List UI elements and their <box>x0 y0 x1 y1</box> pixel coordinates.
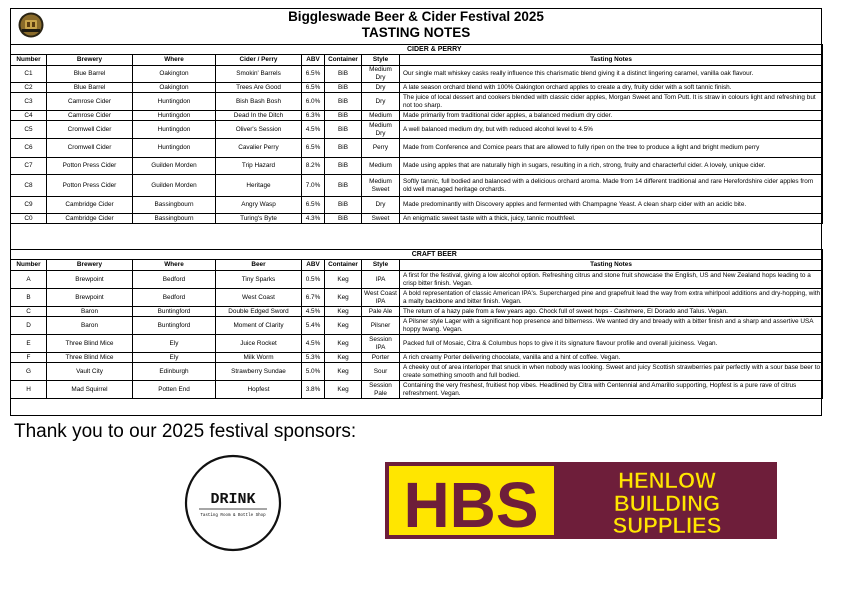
abv-cell: 5.0% <box>302 363 325 381</box>
brewery-cell: Cromwell Cider <box>47 139 133 158</box>
table-row <box>11 158 823 175</box>
drink-name-cell: Dead In the Ditch <box>216 111 302 121</box>
number-cell: C5 <box>11 121 47 139</box>
container-cell: Keg <box>325 307 362 317</box>
drink-name-cell: Hopfest <box>216 381 302 399</box>
where-cell: Bedford <box>133 271 216 289</box>
brewery-cell: Blue Barrel <box>47 66 133 83</box>
number-cell: C1 <box>11 66 47 83</box>
cider-perry-table <box>10 44 823 224</box>
tasting-notes-cell: The juice of local dessert and cookers blended with classic cider apples, Morgan Sweet and Tom Putt. It is straw in colours light and refreshing but not too sharp. <box>400 93 823 111</box>
container-cell: Keg <box>325 289 362 307</box>
section-title-spacer <box>11 45 47 55</box>
style-cell: Medium Sweet <box>362 175 400 197</box>
container-cell: Keg <box>325 381 362 399</box>
table-row <box>11 353 823 363</box>
container-cell: Keg <box>325 335 362 353</box>
drink-sponsor-logo <box>178 453 288 553</box>
style-cell: Medium Dry <box>362 66 400 83</box>
abv-cell: 8.2% <box>302 158 325 175</box>
abv-cell: 7.0% <box>302 175 325 197</box>
where-cell: Oakington <box>133 66 216 83</box>
hbs-sponsor-logo <box>385 462 777 539</box>
drink-name-cell: West Coast <box>216 289 302 307</box>
drink-name-cell: Trip Hazard <box>216 158 302 175</box>
page-subtitle: TASTING NOTES <box>361 25 471 40</box>
column-header: Cider / Perry <box>216 55 302 66</box>
table-row <box>11 271 823 289</box>
where-cell: Huntingdon <box>133 93 216 111</box>
section-title-row <box>11 45 823 55</box>
where-cell: Potten End <box>133 381 216 399</box>
brewery-cell: Mad Squirrel <box>47 381 133 399</box>
brewery-cell: Three Blind Mice <box>47 353 133 363</box>
drink-logo-name: DRINK <box>210 491 256 508</box>
number-cell: C2 <box>11 83 47 93</box>
column-header: ABV <box>302 55 325 66</box>
tasting-notes-cell: The return of a hazy pale from a few years ago. Chock full of sweet hops - Cashmere, El Dorado and Talus. Vegan. <box>400 307 823 317</box>
page-title: Biggleswade Beer & Cider Festival 2025 <box>288 9 544 24</box>
table-row <box>11 93 823 111</box>
tasting-notes-cell: Softly tannic, full bodied and balanced with a delicious orchard aroma. Made from 14 different traditional and rare Herefordshire cider apples from old well managed heritage orchards. <box>400 175 823 197</box>
container-cell: BiB <box>325 66 362 83</box>
tasting-notes-cell: A Pilsner style Lager with a significant hop presence and bitterness. We wanted dry and bready with a bitter finish and a sharp and assertive USA hoppy twang. Vegan. <box>400 317 823 335</box>
brewery-cell: Brewpoint <box>47 289 133 307</box>
column-header: Brewery <box>47 55 133 66</box>
number-cell: C0 <box>11 214 47 224</box>
section-title-spacer <box>11 250 47 260</box>
container-cell: Keg <box>325 317 362 335</box>
column-header: Where <box>133 260 216 271</box>
drink-name-cell: Cavalier Perry <box>216 139 302 158</box>
style-cell: Pale Ale <box>362 307 400 317</box>
style-cell: Session Pale <box>362 381 400 399</box>
column-header: Container <box>325 260 362 271</box>
style-cell: Medium <box>362 158 400 175</box>
container-cell: BiB <box>325 158 362 175</box>
section-title: CRAFT BEER <box>47 250 823 260</box>
brewery-cell: Camrose Cider <box>47 111 133 121</box>
abv-cell: 6.5% <box>302 139 325 158</box>
table-row <box>11 66 823 83</box>
table-row <box>11 83 823 93</box>
column-header: Tasting Notes <box>400 260 823 271</box>
hbs-logo-initials: HBS <box>403 469 539 539</box>
container-cell: BiB <box>325 93 362 111</box>
number-cell: E <box>11 335 47 353</box>
table-row <box>11 381 823 399</box>
drink-name-cell: Turing's Byte <box>216 214 302 224</box>
section-title-row <box>11 250 823 260</box>
number-cell: C3 <box>11 93 47 111</box>
column-header: Number <box>11 55 47 66</box>
table-row <box>11 139 823 158</box>
container-cell: BiB <box>325 121 362 139</box>
column-header: Where <box>133 55 216 66</box>
abv-cell: 4.5% <box>302 335 325 353</box>
style-cell: Medium <box>362 111 400 121</box>
style-cell: Dry <box>362 197 400 214</box>
header-row <box>11 260 823 271</box>
tasting-notes-cell: Made using apples that are naturally high in sugars, resulting in a rich, strong, fruity and characterful cider. A lovely, unique cider. <box>400 158 823 175</box>
table-row <box>11 197 823 214</box>
section-title: CIDER & PERRY <box>47 45 823 55</box>
brewery-cell: Cromwell Cider <box>47 121 133 139</box>
brewery-cell: Cambridge Cider <box>47 214 133 224</box>
hbs-logo-line1: HENLOW <box>618 468 716 493</box>
style-cell: Sour <box>362 363 400 381</box>
drink-name-cell: Heritage <box>216 175 302 197</box>
brewery-cell: Baron <box>47 307 133 317</box>
drink-name-cell: Trees Are Good <box>216 83 302 93</box>
where-cell: Oakington <box>133 83 216 93</box>
abv-cell: 5.3% <box>302 353 325 363</box>
where-cell: Huntingdon <box>133 111 216 121</box>
number-cell: H <box>11 381 47 399</box>
table-row <box>11 121 823 139</box>
drink-name-cell: Juice Rocket <box>216 335 302 353</box>
tasting-notes-cell: A first for the festival, giving a low alcohol option. Refreshing citrus and stone fruit showcase the English, US and New Zealand hops leading to a crisp bitter finish. Vegan. <box>400 271 823 289</box>
style-cell: Pilsner <box>362 317 400 335</box>
table-row <box>11 335 823 353</box>
number-cell: C7 <box>11 158 47 175</box>
column-header: Container <box>325 55 362 66</box>
abv-cell: 6.7% <box>302 289 325 307</box>
number-cell: G <box>11 363 47 381</box>
table-row <box>11 214 823 224</box>
brewery-cell: Brewpoint <box>47 271 133 289</box>
where-cell: Bassingbourn <box>133 197 216 214</box>
brewery-cell: Blue Barrel <box>47 83 133 93</box>
number-cell: A <box>11 271 47 289</box>
drink-logo-tagline: Tasting Room & Bottle Shop <box>200 514 266 518</box>
tasting-notes-cell: Containing the very freshest, fruitiest hop vibes. Headlined by Citra with Centennial and Amarillo supporting, Hopfest is a pure rave of citrus refreshment. Vegan. <box>400 381 823 399</box>
container-cell: Keg <box>325 363 362 381</box>
container-cell: BiB <box>325 111 362 121</box>
abv-cell: 4.5% <box>302 121 325 139</box>
brewery-cell: Vault City <box>47 363 133 381</box>
drink-name-cell: Double Edged Sword <box>216 307 302 317</box>
table-row <box>11 289 823 307</box>
number-cell: F <box>11 353 47 363</box>
tasting-notes-cell: Made from Conference and Comice pears that are allowed to fully ripen on the tree to produce a light and bright medium perry <box>400 139 823 158</box>
where-cell: Edinburgh <box>133 363 216 381</box>
hbs-logo-line3: SUPPLIES <box>612 513 722 538</box>
number-cell: B <box>11 289 47 307</box>
style-cell: Perry <box>362 139 400 158</box>
table-row <box>11 175 823 197</box>
style-cell: Sweet <box>362 214 400 224</box>
number-cell: C6 <box>11 139 47 158</box>
column-header: Beer <box>216 260 302 271</box>
abv-cell: 0.5% <box>302 271 325 289</box>
brewery-cell: Potton Press Cider <box>47 158 133 175</box>
hbs-logo-line2: BUILDING <box>613 491 721 516</box>
abv-cell: 4.5% <box>302 307 325 317</box>
tasting-notes-cell: A well balanced medium dry, but with reduced alcohol level to 4.5% <box>400 121 823 139</box>
column-header: ABV <box>302 260 325 271</box>
container-cell: BiB <box>325 83 362 93</box>
abv-cell: 4.3% <box>302 214 325 224</box>
column-header: Tasting Notes <box>400 55 823 66</box>
number-cell: C4 <box>11 111 47 121</box>
where-cell: Ely <box>133 335 216 353</box>
drink-name-cell: Tiny Sparks <box>216 271 302 289</box>
abv-cell: 6.3% <box>302 111 325 121</box>
abv-cell: 6.5% <box>302 197 325 214</box>
container-cell: Keg <box>325 271 362 289</box>
abv-cell: 6.5% <box>302 66 325 83</box>
style-cell: IPA <box>362 271 400 289</box>
style-cell: Session IPA <box>362 335 400 353</box>
number-cell: C9 <box>11 197 47 214</box>
number-cell: C <box>11 307 47 317</box>
where-cell: Ely <box>133 353 216 363</box>
drink-name-cell: Angry Wasp <box>216 197 302 214</box>
brewery-cell: Three Blind Mice <box>47 335 133 353</box>
brewery-cell: Potton Press Cider <box>47 175 133 197</box>
where-cell: Huntingdon <box>133 139 216 158</box>
column-header: Number <box>11 260 47 271</box>
number-cell: D <box>11 317 47 335</box>
column-header: Style <box>362 260 400 271</box>
where-cell: Guilden Morden <box>133 175 216 197</box>
drink-name-cell: Milk Worm <box>216 353 302 363</box>
abv-cell: 3.8% <box>302 381 325 399</box>
header-row <box>11 55 823 66</box>
brewery-cell: Camrose Cider <box>47 93 133 111</box>
table-row <box>11 363 823 381</box>
container-cell: BiB <box>325 214 362 224</box>
container-cell: BiB <box>325 175 362 197</box>
style-cell: West Coast IPA <box>362 289 400 307</box>
brewery-cell: Cambridge Cider <box>47 197 133 214</box>
number-cell: C8 <box>11 175 47 197</box>
where-cell: Guilden Morden <box>133 158 216 175</box>
abv-cell: 6.5% <box>302 83 325 93</box>
style-cell: Dry <box>362 83 400 93</box>
where-cell: Bassingbourn <box>133 214 216 224</box>
column-header: Brewery <box>47 260 133 271</box>
where-cell: Buntingford <box>133 317 216 335</box>
tasting-notes-cell: An enigmatic sweet taste with a thick, juicy, tannic mouthfeel. <box>400 214 823 224</box>
sponsors-heading: Thank you to our 2025 festival sponsors: <box>14 421 357 442</box>
table-row <box>11 307 823 317</box>
drink-name-cell: Bish Bash Bosh <box>216 93 302 111</box>
style-cell: Dry <box>362 93 400 111</box>
abv-cell: 6.0% <box>302 93 325 111</box>
tasting-notes-cell: Made predominantly with Discovery apples and fermented with Champagne Yeast. A clean sharp cider with an acidic bite. <box>400 197 823 214</box>
container-cell: BiB <box>325 197 362 214</box>
tasting-notes-cell: A bold representation of classic American IPA's. Supercharged pine and grapefruit lead the way from extra whirlpool additions and dry-hopping, with a malty backbone and bitter finish. Vegan. <box>400 289 823 307</box>
style-cell: Medium Dry <box>362 121 400 139</box>
tasting-notes-cell: A rich creamy Porter delivering chocolate, vanilla and a hint of coffee. Vegan. <box>400 353 823 363</box>
craft-beer-table <box>10 249 823 399</box>
abv-cell: 5.4% <box>302 317 325 335</box>
where-cell: Buntingford <box>133 307 216 317</box>
drink-name-cell: Oliver's Session <box>216 121 302 139</box>
table-row <box>11 317 823 335</box>
tasting-notes-cell: A late season orchard blend with 100% Oakington orchard apples to create a dry, fruity cider with a soft tannic finish. <box>400 83 823 93</box>
table-row <box>11 111 823 121</box>
container-cell: Keg <box>325 353 362 363</box>
style-cell: Porter <box>362 353 400 363</box>
container-cell: BiB <box>325 139 362 158</box>
where-cell: Huntingdon <box>133 121 216 139</box>
tasting-notes-cell: Made primarily from traditional cider apples, a balanced medium dry cider. <box>400 111 823 121</box>
tasting-notes-cell: A cheeky out of area interloper that snuck in when nobody was looking. Sweet and juicy Scottish strawberries pair perfectly with a sour base beer to create something smooth and full bodied. <box>400 363 823 381</box>
tasting-notes-cell: Packed full of Mosaic, Citra & Columbus hops to give it its signature flavour profile and overall juiciness. Vegan. <box>400 335 823 353</box>
column-header: Style <box>362 55 400 66</box>
drink-name-cell: Strawberry Sundae <box>216 363 302 381</box>
drink-name-cell: Smokin' Barrels <box>216 66 302 83</box>
drink-name-cell: Moment of Clarity <box>216 317 302 335</box>
where-cell: Bedford <box>133 289 216 307</box>
tasting-notes-cell: Our single malt whiskey casks really influence this charismatic blend giving it a distinct lingering caramel, vanilla oak flavour. <box>400 66 823 83</box>
brewery-cell: Baron <box>47 317 133 335</box>
